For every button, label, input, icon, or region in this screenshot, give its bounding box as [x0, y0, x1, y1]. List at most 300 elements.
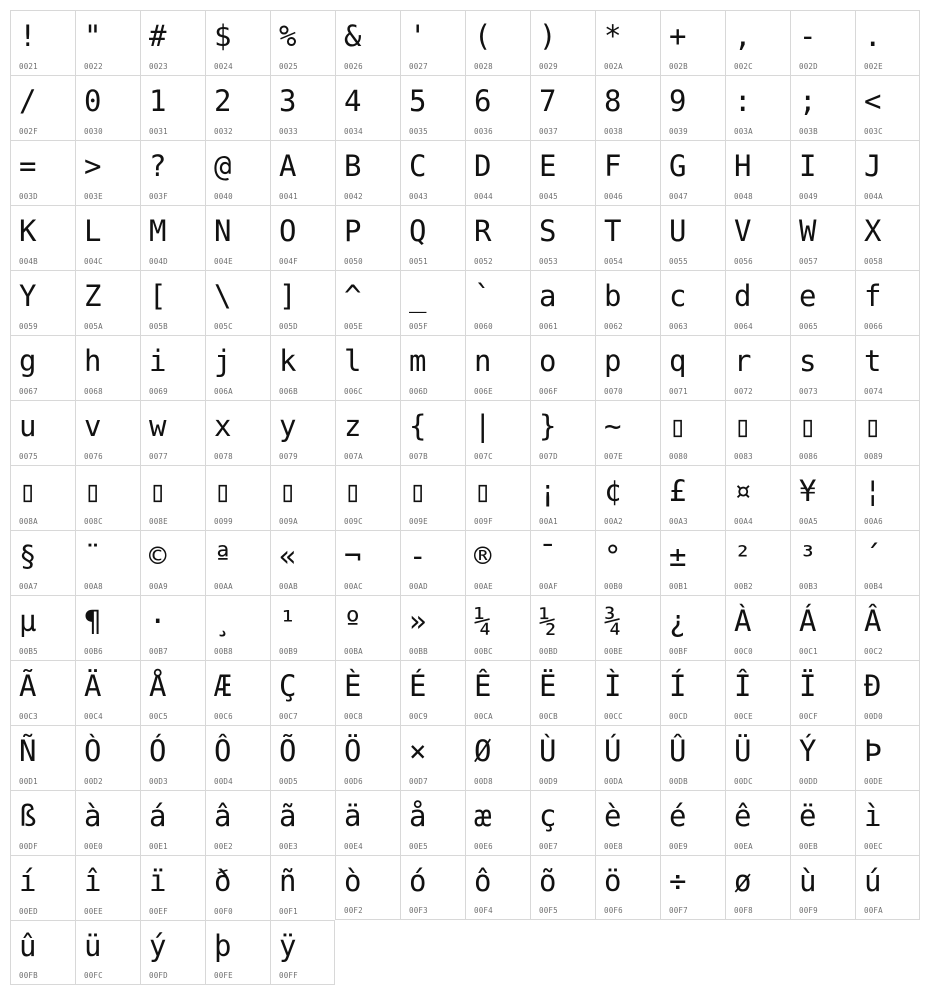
glyph-code-label: 0053 — [539, 257, 558, 266]
glyph-cell — [400, 75, 465, 140]
glyph-cell — [790, 335, 855, 400]
glyph-cell — [465, 140, 530, 205]
glyph-code-label: 0022 — [84, 62, 103, 71]
glyph-code-label: 00EE — [84, 907, 103, 916]
glyph-char: l — [344, 344, 362, 378]
glyph-char: Ç — [279, 669, 297, 703]
glyph-char: B — [344, 149, 362, 183]
glyph-cell — [140, 270, 205, 335]
glyph-char: ¸ — [214, 604, 232, 638]
glyph-code-label: 0089 — [864, 452, 883, 461]
glyph-code-label: 00B5 — [19, 647, 38, 656]
glyph-cell — [10, 465, 75, 530]
glyph-cell — [855, 660, 920, 725]
glyph-code-label: 005E — [344, 322, 363, 331]
glyph-code-label: 0049 — [799, 192, 818, 201]
glyph-code-label: 00F3 — [409, 906, 428, 915]
glyph-cell — [140, 205, 205, 270]
glyph-cell — [725, 335, 790, 400]
glyph-char: O — [279, 214, 297, 248]
glyph-code-label: 0068 — [84, 387, 103, 396]
glyph-code-label: 0099 — [214, 517, 233, 526]
glyph-code-label: 00A2 — [604, 517, 623, 526]
glyph-char: ▯ — [669, 409, 687, 443]
glyph-char: r — [734, 344, 752, 378]
glyph-code-label: 00C8 — [344, 712, 363, 721]
glyph-char: ' — [409, 19, 427, 53]
glyph-char: £ — [669, 474, 687, 508]
glyph-code-label: 0056 — [734, 257, 753, 266]
glyph-char: ¨ — [84, 539, 102, 573]
glyph-code-label: 00EC — [864, 842, 883, 851]
glyph-cell — [335, 855, 400, 920]
glyph-cell — [660, 75, 725, 140]
glyph-cell — [660, 660, 725, 725]
glyph-char: á — [149, 799, 167, 833]
glyph-code-label: 0025 — [279, 62, 298, 71]
glyph-char: À — [734, 604, 752, 638]
glyph-code-label: 002A — [604, 62, 623, 71]
glyph-code-label: 0041 — [279, 192, 298, 201]
glyph-char: ~ — [604, 409, 622, 443]
glyph-cell — [10, 660, 75, 725]
glyph-code-label: 00AC — [344, 582, 363, 591]
glyph-char: â — [214, 799, 232, 833]
glyph-cell — [75, 530, 140, 595]
glyph-cell — [75, 790, 140, 855]
glyph-code-label: 0033 — [279, 127, 298, 136]
glyph-char: Ã — [19, 669, 37, 703]
glyph-code-label: 00DB — [669, 777, 688, 786]
glyph-code-label: 00B3 — [799, 582, 818, 591]
glyph-cell — [400, 140, 465, 205]
glyph-char: Å — [149, 669, 167, 703]
glyph-cell — [205, 595, 270, 660]
glyph-char: § — [19, 539, 37, 573]
glyph-char: ± — [669, 539, 687, 573]
glyph-code-label: 0024 — [214, 62, 233, 71]
glyph-code-label: 0050 — [344, 257, 363, 266]
glyph-code-label: 0036 — [474, 127, 493, 136]
glyph-char: Á — [799, 604, 817, 638]
glyph-char: æ — [474, 799, 492, 833]
glyph-char: Ú — [604, 734, 622, 768]
glyph-char: å — [409, 799, 427, 833]
glyph-cell — [725, 530, 790, 595]
glyph-code-label: 006C — [344, 387, 363, 396]
glyph-char: ö — [604, 864, 622, 898]
glyph-code-label: 0047 — [669, 192, 688, 201]
glyph-char: õ — [539, 864, 557, 898]
glyph-cell — [790, 595, 855, 660]
glyph-char: 4 — [344, 84, 362, 118]
glyph-cell — [530, 595, 595, 660]
glyph-code-label: 00E3 — [279, 842, 298, 851]
glyph-char: Þ — [864, 734, 882, 768]
glyph-cell — [205, 725, 270, 790]
glyph-code-label: 00BC — [474, 647, 493, 656]
glyph-cell — [465, 660, 530, 725]
glyph-code-label: 006E — [474, 387, 493, 396]
glyph-char: E — [539, 149, 557, 183]
glyph-cell — [660, 595, 725, 660]
glyph-char: Ë — [539, 669, 557, 703]
glyph-cell — [400, 855, 465, 920]
glyph-code-label: 00D6 — [344, 777, 363, 786]
glyph-code-label: 00CD — [669, 712, 688, 721]
glyph-code-label: 006A — [214, 387, 233, 396]
glyph-cell — [270, 660, 335, 725]
glyph-cell — [725, 400, 790, 465]
glyph-code-label: 0074 — [864, 387, 883, 396]
glyph-cell — [335, 335, 400, 400]
glyph-code-label: 00B2 — [734, 582, 753, 591]
glyph-char: ▯ — [734, 409, 752, 443]
glyph-cell — [140, 920, 205, 985]
glyph-cell — [10, 75, 75, 140]
glyph-cell — [855, 335, 920, 400]
glyph-cell — [75, 660, 140, 725]
glyph-cell — [725, 75, 790, 140]
glyph-code-label: 00F7 — [669, 906, 688, 915]
glyph-char: · — [149, 604, 167, 638]
glyph-char: [ — [149, 279, 167, 313]
glyph-cell — [400, 10, 465, 75]
glyph-code-label: 00B9 — [279, 647, 298, 656]
glyph-char: Õ — [279, 734, 297, 768]
glyph-code-label: 00D5 — [279, 777, 298, 786]
glyph-code-label: 0078 — [214, 452, 233, 461]
glyph-cell — [270, 75, 335, 140]
glyph-char: ¡ — [539, 474, 557, 508]
glyph-code-label: 0034 — [344, 127, 363, 136]
glyph-char: ¦ — [864, 474, 882, 508]
glyph-code-label: 00F9 — [799, 906, 818, 915]
glyph-char: ) — [539, 19, 557, 53]
glyph-code-label: 0058 — [864, 257, 883, 266]
glyph-cell — [270, 920, 335, 985]
glyph-char: ¬ — [344, 539, 362, 573]
glyph-code-label: 005A — [84, 322, 103, 331]
glyph-char: Í — [669, 669, 687, 703]
glyph-code-label: 00D0 — [864, 712, 883, 721]
glyph-cell — [205, 400, 270, 465]
glyph-cell — [335, 660, 400, 725]
glyph-char: | — [474, 409, 492, 443]
glyph-char: ß — [19, 799, 37, 833]
glyph-char: t — [864, 344, 882, 378]
glyph-char: ¶ — [84, 604, 102, 638]
glyph-char: ! — [19, 19, 37, 53]
glyph-char: * — [604, 19, 622, 53]
glyph-cell — [855, 530, 920, 595]
glyph-cell — [595, 660, 660, 725]
glyph-code-label: 00C2 — [864, 647, 883, 656]
glyph-cell — [270, 270, 335, 335]
glyph-cell — [595, 140, 660, 205]
glyph-cell — [790, 140, 855, 205]
glyph-cell — [270, 855, 335, 920]
glyph-cell — [400, 530, 465, 595]
glyph-code-label: 0023 — [149, 62, 168, 71]
glyph-cell — [140, 855, 205, 920]
glyph-cell — [790, 530, 855, 595]
glyph-char: ² — [734, 539, 752, 573]
glyph-code-label: 005F — [409, 322, 428, 331]
glyph-char: ▯ — [19, 474, 37, 508]
glyph-char: . — [864, 19, 882, 53]
glyph-code-label: 008E — [149, 517, 168, 526]
glyph-char: z — [344, 409, 362, 443]
glyph-cell — [465, 205, 530, 270]
glyph-char: ¤ — [734, 474, 752, 508]
glyph-char: ▯ — [279, 474, 297, 508]
glyph-cell — [335, 140, 400, 205]
glyph-cell — [465, 75, 530, 140]
glyph-code-label: 00DA — [604, 777, 623, 786]
glyph-code-label: 00ED — [19, 907, 38, 916]
glyph-char: Ê — [474, 669, 492, 703]
glyph-char: ( — [474, 19, 492, 53]
glyph-code-label: 00AB — [279, 582, 298, 591]
glyph-code-label: 00D2 — [84, 777, 103, 786]
glyph-cell — [530, 335, 595, 400]
glyph-code-label: 00BF — [669, 647, 688, 656]
glyph-code-label: 009C — [344, 517, 363, 526]
glyph-char: Ô — [214, 734, 232, 768]
glyph-cell — [660, 335, 725, 400]
glyph-cell — [660, 10, 725, 75]
glyph-char: K — [19, 214, 37, 248]
glyph-char: é — [669, 799, 687, 833]
glyph-code-label: 00DD — [799, 777, 818, 786]
glyph-char: D — [474, 149, 492, 183]
glyph-code-label: 00F1 — [279, 907, 298, 916]
glyph-char: G — [669, 149, 687, 183]
glyph-code-label: 0076 — [84, 452, 103, 461]
glyph-code-label: 00E0 — [84, 842, 103, 851]
glyph-cell — [660, 270, 725, 335]
glyph-code-label: 004B — [19, 257, 38, 266]
glyph-code-label: 00E5 — [409, 842, 428, 851]
glyph-cell — [10, 10, 75, 75]
glyph-code-label: 00E8 — [604, 842, 623, 851]
glyph-cell — [465, 530, 530, 595]
glyph-cell — [270, 335, 335, 400]
glyph-char: - — [409, 539, 427, 573]
glyph-char: F — [604, 149, 622, 183]
glyph-cell — [595, 270, 660, 335]
glyph-cell — [660, 205, 725, 270]
glyph-char: Z — [84, 279, 102, 313]
glyph-code-label: 00FD — [149, 971, 168, 980]
glyph-code-label: 005B — [149, 322, 168, 331]
glyph-char: ▯ — [474, 474, 492, 508]
glyph-char: S — [539, 214, 557, 248]
glyph-cell — [205, 790, 270, 855]
glyph-char: ▯ — [344, 474, 362, 508]
glyph-char: f — [864, 279, 882, 313]
glyph-cell — [855, 75, 920, 140]
glyph-char: ù — [799, 864, 817, 898]
glyph-char: ý — [149, 929, 167, 963]
glyph-char: L — [84, 214, 102, 248]
glyph-code-label: 0066 — [864, 322, 883, 331]
glyph-cell — [465, 335, 530, 400]
glyph-cell — [140, 465, 205, 530]
glyph-cell — [790, 660, 855, 725]
glyph-char: ▯ — [84, 474, 102, 508]
glyph-cell — [205, 270, 270, 335]
glyph-code-label: 00C7 — [279, 712, 298, 721]
glyph-cell — [140, 595, 205, 660]
glyph-code-label: 00AF — [539, 582, 558, 591]
glyph-char: i — [149, 344, 167, 378]
glyph-cell — [530, 270, 595, 335]
glyph-char: ¹ — [279, 604, 297, 638]
glyph-cell — [530, 10, 595, 75]
glyph-cell — [725, 10, 790, 75]
glyph-cell — [530, 465, 595, 530]
glyph-char: Æ — [214, 669, 232, 703]
glyph-cell — [595, 400, 660, 465]
glyph-cell — [595, 465, 660, 530]
glyph-code-label: 0069 — [149, 387, 168, 396]
glyph-code-label: 007A — [344, 452, 363, 461]
glyph-code-label: 00E2 — [214, 842, 233, 851]
glyph-cell — [725, 465, 790, 530]
glyph-code-label: 002F — [19, 127, 38, 136]
glyph-code-label: 006F — [539, 387, 558, 396]
glyph-cell — [660, 465, 725, 530]
glyph-code-label: 00A5 — [799, 517, 818, 526]
glyph-code-label: 005D — [279, 322, 298, 331]
glyph-cell — [660, 400, 725, 465]
glyph-cell — [465, 595, 530, 660]
glyph-cell — [530, 75, 595, 140]
glyph-cell — [10, 400, 75, 465]
glyph-cell — [335, 465, 400, 530]
glyph-code-label: 00F6 — [604, 906, 623, 915]
glyph-code-label: 00DF — [19, 842, 38, 851]
glyph-cell — [270, 205, 335, 270]
glyph-code-label: 00E9 — [669, 842, 688, 851]
glyph-code-label: 0038 — [604, 127, 623, 136]
glyph-char: P — [344, 214, 362, 248]
glyph-code-label: 00D9 — [539, 777, 558, 786]
glyph-cell — [465, 725, 530, 790]
glyph-code-label: 0067 — [19, 387, 38, 396]
glyph-char: ü — [84, 929, 102, 963]
glyph-cell — [660, 790, 725, 855]
glyph-cell — [595, 205, 660, 270]
glyph-char: ø — [734, 864, 752, 898]
glyph-code-label: 00D8 — [474, 777, 493, 786]
glyph-char: b — [604, 279, 622, 313]
glyph-char: Ï — [799, 669, 817, 703]
glyph-code-label: 0063 — [669, 322, 688, 331]
glyph-code-label: 0073 — [799, 387, 818, 396]
glyph-code-label: 00B7 — [149, 647, 168, 656]
glyph-cell — [205, 920, 270, 985]
glyph-char: Û — [669, 734, 687, 768]
glyph-code-label: 002D — [799, 62, 818, 71]
glyph-code-label: 009F — [474, 517, 493, 526]
glyph-char: W — [799, 214, 817, 248]
glyph-code-label: 0028 — [474, 62, 493, 71]
glyph-code-label: 004C — [84, 257, 103, 266]
glyph-cell — [465, 400, 530, 465]
glyph-code-label: 00B6 — [84, 647, 103, 656]
glyph-char: ? — [149, 149, 167, 183]
glyph-char: C — [409, 149, 427, 183]
glyph-cell — [465, 465, 530, 530]
glyph-code-label: 00D1 — [19, 777, 38, 786]
glyph-char: ò — [344, 864, 362, 898]
glyph-code-label: 0083 — [734, 452, 753, 461]
glyph-code-label: 00C1 — [799, 647, 818, 656]
glyph-char: « — [279, 539, 297, 573]
glyph-char: ▯ — [214, 474, 232, 508]
glyph-char: H — [734, 149, 752, 183]
glyph-char: h — [84, 344, 102, 378]
glyph-char: ÷ — [669, 864, 687, 898]
glyph-cell — [270, 595, 335, 660]
glyph-code-label: 00EB — [799, 842, 818, 851]
glyph-code-label: 00A7 — [19, 582, 38, 591]
glyph-code-label: 00FA — [864, 906, 883, 915]
glyph-cell — [205, 660, 270, 725]
glyph-cell — [10, 595, 75, 660]
glyph-code-label: 003D — [19, 192, 38, 201]
glyph-cell — [725, 205, 790, 270]
glyph-char: Ì — [604, 669, 622, 703]
glyph-cell — [855, 205, 920, 270]
glyph-char: 0 — [84, 84, 102, 118]
glyph-char: Ñ — [19, 734, 37, 768]
glyph-cell — [725, 660, 790, 725]
glyph-code-label: 006B — [279, 387, 298, 396]
glyph-cell — [595, 10, 660, 75]
glyph-cell — [335, 270, 400, 335]
glyph-char: Ö — [344, 734, 362, 768]
glyph-code-label: 0059 — [19, 322, 38, 331]
glyph-code-label: 002B — [669, 62, 688, 71]
glyph-char: à — [84, 799, 102, 833]
glyph-cell — [465, 270, 530, 335]
glyph-char: ▯ — [409, 474, 427, 508]
glyph-grid — [10, 10, 920, 985]
glyph-code-label: 0029 — [539, 62, 558, 71]
glyph-code-label: 00DC — [734, 777, 753, 786]
glyph-code-label: 00FB — [19, 971, 38, 980]
glyph-code-label: 00EA — [734, 842, 753, 851]
glyph-char: È — [344, 669, 362, 703]
glyph-cell — [855, 465, 920, 530]
glyph-code-label: 00BB — [409, 647, 428, 656]
glyph-char: Â — [864, 604, 882, 638]
glyph-char: x — [214, 409, 232, 443]
glyph-cell — [335, 790, 400, 855]
glyph-cell — [140, 660, 205, 725]
glyph-char: ¯ — [539, 539, 557, 573]
glyph-char: ô — [474, 864, 492, 898]
glyph-char: ; — [799, 84, 817, 118]
glyph-code-label: 00B4 — [864, 582, 883, 591]
glyph-code-label: 00B0 — [604, 582, 623, 591]
glyph-char: ® — [474, 539, 492, 573]
glyph-code-label: 004D — [149, 257, 168, 266]
